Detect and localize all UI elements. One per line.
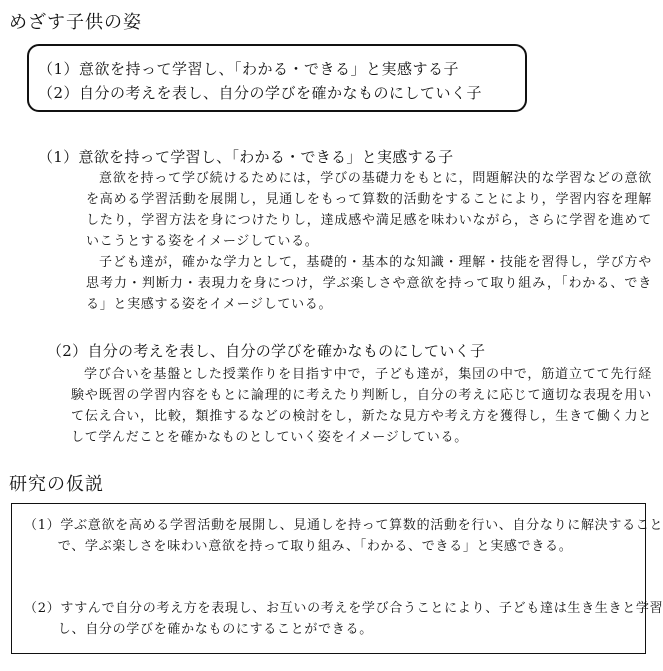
hypothesis-heading: 研究の仮説 bbox=[9, 474, 104, 495]
hypothesis-item-2: （2）すすんで自分の考え方を表現し、お互いの考えを学び合うことにより、子ども達は生き生きと学習し、自分の学びを確かなものにすることができる。 bbox=[24, 601, 663, 637]
section-1-title: （1）意欲を持って学習し、「わかる・できる」と実感する子 bbox=[38, 148, 454, 166]
section-1-paragraph: 子ども達が，確かな学力として，基礎的・基本的な知識・理解・技能を習得し，学び方や思考力・判断力・表現力を身につけ，学ぶ楽しさや意欲を持って取り組み，「わかる、できる」と実感する姿をイメージしている。 bbox=[86, 255, 652, 312]
goals-box bbox=[27, 44, 527, 112]
section-2-paragraph: 学び合いを基盤とした授業作りを目指す中で，子ども達が，集団の中で，筋道立てて先行経験や既習の学習内容をもとに論理的に考えたり判断し，自分の考えに応じて適切な表現を用いて伝え合い，比較，類推するなどの検討をし，新たな見方や考え方を獲得し，生きて働く力として学んだことを確かなものとしていく姿をイメージしている。 bbox=[71, 367, 652, 445]
section-2-body bbox=[71, 364, 652, 448]
goal-heading: めざす子供の姿 bbox=[9, 12, 142, 33]
goal-item-1: （1）意欲を持って学習し、「わかる・できる」と実感する子 bbox=[38, 60, 460, 78]
section-1-paragraph: 意欲を持って学び続けるためには，学びの基礎力をもとに，問題解決的な学習などの意欲を高める学習活動を展開し，見通しをもって算数的活動をすることにより，学習内容を理解したり，学習方法を身につけたりし，達成感や満足感を味わいながら，さらに学習を進めていこうとする姿をイメージしている。 bbox=[86, 171, 652, 249]
goal-item-2: （2）自分の考えを表し、自分の学びを確かなものにしていく子 bbox=[38, 84, 483, 102]
section-2-title: （2）自分の考えを表し、自分の学びを確かなものにしていく子 bbox=[47, 342, 486, 360]
section-1-body bbox=[86, 168, 652, 315]
hypothesis-item-1: （1）学ぶ意欲を高める学習活動を展開し、見通しを持って算数的活動を行い、自分なりに解決することで、学ぶ楽しさを味わい意欲を持って取り組み、「わかる、できる」と実感できる。 bbox=[24, 518, 663, 554]
